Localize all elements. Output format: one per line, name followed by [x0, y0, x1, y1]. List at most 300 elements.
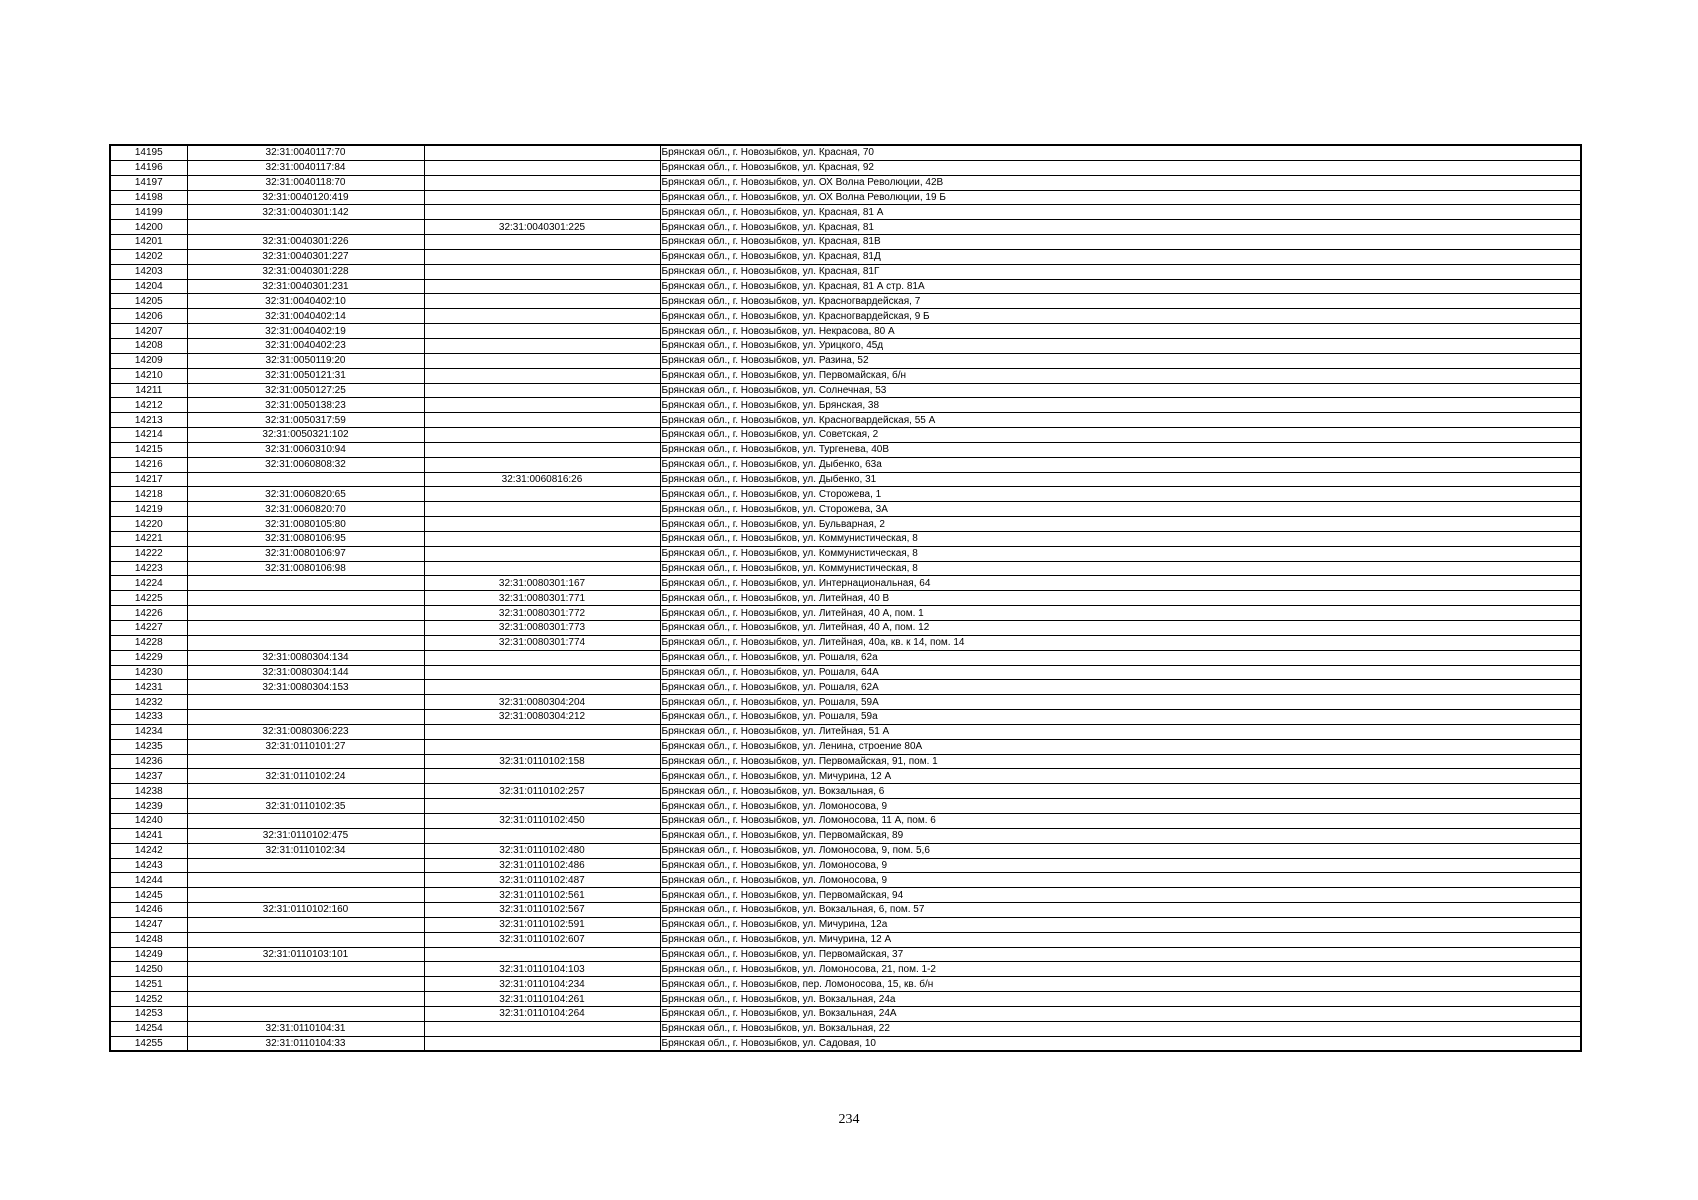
address-cell: Брянская обл., г. Новозыбков, ул. Рошаля, 59а	[660, 710, 1581, 725]
record-number-cell: 14209	[110, 353, 187, 368]
building-cadastral-number-cell: 32:31:0080301:773	[424, 621, 660, 636]
record-number-cell: 14238	[110, 784, 187, 799]
record-number-cell: 14228	[110, 635, 187, 650]
record-number-cell: 14208	[110, 338, 187, 353]
address-cell: Брянская обл., г. Новозыбков, ул. Литейная, 40 А, пом. 12	[660, 621, 1581, 636]
table-row	[110, 531, 1581, 546]
record-number-cell: 14239	[110, 799, 187, 814]
building-cadastral-number-cell	[424, 249, 660, 264]
cadastral-number-cell: 32:31:0080106:95	[187, 531, 424, 546]
record-number-cell: 14233	[110, 710, 187, 725]
table-row	[110, 264, 1581, 279]
record-number-cell: 14215	[110, 442, 187, 457]
building-cadastral-number-cell	[424, 160, 660, 175]
address-cell: Брянская обл., г. Новозыбков, ул. Рошаля, 62А	[660, 680, 1581, 695]
address-cell: Брянская обл., г. Новозыбков, ул. Садовая, 10	[660, 1036, 1581, 1051]
cadastral-number-cell	[187, 220, 424, 235]
address-cell: Брянская обл., г. Новозыбков, ул. Красная, 81В	[660, 235, 1581, 250]
cadastral-number-cell	[187, 710, 424, 725]
building-cadastral-number-cell	[424, 413, 660, 428]
building-cadastral-number-cell: 32:31:0110104:261	[424, 992, 660, 1007]
address-cell: Брянская обл., г. Новозыбков, ул. Вокзальная, 22	[660, 1021, 1581, 1036]
address-cell: Брянская обл., г. Новозыбков, ул. Мичурина, 12а	[660, 917, 1581, 932]
cadastral-number-cell: 32:31:0040301:231	[187, 279, 424, 294]
table-row	[110, 710, 1581, 725]
record-number-cell: 14229	[110, 650, 187, 665]
address-cell: Брянская обл., г. Новозыбков, ул. Красная, 81 А стр. 81А	[660, 279, 1581, 294]
table-row	[110, 1036, 1581, 1051]
table-row	[110, 680, 1581, 695]
building-cadastral-number-cell	[424, 739, 660, 754]
cadastral-number-cell	[187, 813, 424, 828]
table-row	[110, 576, 1581, 591]
record-number-cell: 14253	[110, 1006, 187, 1021]
cadastral-number-cell: 32:31:0060808:32	[187, 457, 424, 472]
table-row	[110, 754, 1581, 769]
table-row	[110, 769, 1581, 784]
address-cell: Брянская обл., г. Новозыбков, ул. Рошаля, 64А	[660, 665, 1581, 680]
cadastral-number-cell: 32:31:0110102:24	[187, 769, 424, 784]
address-cell: Брянская обл., г. Новозыбков, ул. Литейная, 40 В	[660, 591, 1581, 606]
cadastral-number-cell: 32:31:0040402:23	[187, 338, 424, 353]
cadastral-number-cell: 32:31:0110102:34	[187, 843, 424, 858]
record-number-cell: 14202	[110, 249, 187, 264]
table-row	[110, 353, 1581, 368]
record-number-cell: 14248	[110, 932, 187, 947]
record-number-cell: 14252	[110, 992, 187, 1007]
table-row	[110, 546, 1581, 561]
table-row	[110, 962, 1581, 977]
cadastral-number-cell: 32:31:0080105:80	[187, 517, 424, 532]
building-cadastral-number-cell: 32:31:0110102:561	[424, 888, 660, 903]
table-row	[110, 977, 1581, 992]
table-row	[110, 947, 1581, 962]
record-number-cell: 14244	[110, 873, 187, 888]
address-cell: Брянская обл., г. Новозыбков, ул. Литейная, 51 А	[660, 724, 1581, 739]
record-number-cell: 14211	[110, 383, 187, 398]
record-number-cell: 14207	[110, 324, 187, 339]
address-cell: Брянская обл., г. Новозыбков, ул. Красная, 81	[660, 220, 1581, 235]
address-cell: Брянская обл., г. Новозыбков, ул. Рошаля, 62а	[660, 650, 1581, 665]
record-number-cell: 14255	[110, 1036, 187, 1051]
building-cadastral-number-cell	[424, 769, 660, 784]
building-cadastral-number-cell: 32:31:0110102:607	[424, 932, 660, 947]
building-cadastral-number-cell	[424, 665, 660, 680]
building-cadastral-number-cell: 32:31:0060816:26	[424, 472, 660, 487]
cadastral-number-cell: 32:31:0080306:223	[187, 724, 424, 739]
record-number-cell: 14247	[110, 917, 187, 932]
cadastral-number-cell	[187, 784, 424, 799]
cadastral-number-cell: 32:31:0040402:10	[187, 294, 424, 309]
building-cadastral-number-cell	[424, 205, 660, 220]
table-row	[110, 487, 1581, 502]
address-cell: Брянская обл., г. Новозыбков, ул. Первомайская, 89	[660, 828, 1581, 843]
table-row	[110, 324, 1581, 339]
record-number-cell: 14249	[110, 947, 187, 962]
record-number-cell: 14200	[110, 220, 187, 235]
record-number-cell: 14217	[110, 472, 187, 487]
table-row	[110, 888, 1581, 903]
address-cell: Брянская обл., г. Новозыбков, ул. Солнечная, 53	[660, 383, 1581, 398]
table-row	[110, 517, 1581, 532]
cadastral-number-cell	[187, 1006, 424, 1021]
record-number-cell: 14227	[110, 621, 187, 636]
cadastral-number-cell: 32:31:0110103:101	[187, 947, 424, 962]
table-row	[110, 383, 1581, 398]
building-cadastral-number-cell	[424, 680, 660, 695]
table-row	[110, 368, 1581, 383]
record-number-cell: 14220	[110, 517, 187, 532]
table-row	[110, 635, 1581, 650]
record-number-cell: 14212	[110, 398, 187, 413]
building-cadastral-number-cell	[424, 517, 660, 532]
record-number-cell: 14254	[110, 1021, 187, 1036]
building-cadastral-number-cell: 32:31:0080301:167	[424, 576, 660, 591]
address-cell: Брянская обл., г. Новозыбков, ул. Ломоносова, 9	[660, 873, 1581, 888]
cadastral-number-cell: 32:31:0050121:31	[187, 368, 424, 383]
record-number-cell: 14203	[110, 264, 187, 279]
record-number-cell: 14221	[110, 531, 187, 546]
registry-table-body	[110, 145, 1581, 1051]
cadastral-number-cell: 32:31:0050119:20	[187, 353, 424, 368]
record-number-cell: 14246	[110, 903, 187, 918]
cadastral-number-cell	[187, 977, 424, 992]
cadastral-number-cell: 32:31:0040301:142	[187, 205, 424, 220]
address-cell: Брянская обл., г. Новозыбков, ул. Разина, 52	[660, 353, 1581, 368]
building-cadastral-number-cell	[424, 828, 660, 843]
cadastral-number-cell: 32:31:0080304:134	[187, 650, 424, 665]
table-row	[110, 799, 1581, 814]
table-row	[110, 606, 1581, 621]
address-cell: Брянская обл., г. Новозыбков, ул. Красногвардейская, 7	[660, 294, 1581, 309]
record-number-cell: 14222	[110, 546, 187, 561]
cadastral-number-cell: 32:31:0110104:33	[187, 1036, 424, 1051]
cadastral-number-cell	[187, 472, 424, 487]
address-cell: Брянская обл., г. Новозыбков, ул. Красногвардейская, 9 Б	[660, 309, 1581, 324]
address-cell: Брянская обл., г. Новозыбков, ул. Литейная, 40а, кв. к 14, пом. 14	[660, 635, 1581, 650]
building-cadastral-number-cell	[424, 235, 660, 250]
record-number-cell: 14218	[110, 487, 187, 502]
building-cadastral-number-cell: 32:31:0080304:204	[424, 695, 660, 710]
table-row	[110, 235, 1581, 250]
building-cadastral-number-cell	[424, 799, 660, 814]
building-cadastral-number-cell: 32:31:0080304:212	[424, 710, 660, 725]
building-cadastral-number-cell	[424, 383, 660, 398]
record-number-cell: 14234	[110, 724, 187, 739]
record-number-cell: 14205	[110, 294, 187, 309]
cadastral-number-cell	[187, 858, 424, 873]
building-cadastral-number-cell	[424, 650, 660, 665]
address-cell: Брянская обл., г. Новозыбков, ул. Коммунистическая, 8	[660, 561, 1581, 576]
address-cell: Брянская обл., г. Новозыбков, ул. Урицкого, 45д	[660, 338, 1581, 353]
record-number-cell: 14224	[110, 576, 187, 591]
cadastral-number-cell	[187, 917, 424, 932]
cadastral-number-cell: 32:31:0050138:23	[187, 398, 424, 413]
cadastral-number-cell	[187, 635, 424, 650]
table-row	[110, 843, 1581, 858]
building-cadastral-number-cell: 32:31:0080301:772	[424, 606, 660, 621]
address-cell: Брянская обл., г. Новозыбков, ул. Ломоносова, 9, пом. 5,6	[660, 843, 1581, 858]
address-cell: Брянская обл., г. Новозыбков, ул. Ленина, строение 80А	[660, 739, 1581, 754]
address-cell: Брянская обл., г. Новозыбков, ул. Сторожева, 1	[660, 487, 1581, 502]
table-row	[110, 739, 1581, 754]
record-number-cell: 14214	[110, 428, 187, 443]
record-number-cell: 14231	[110, 680, 187, 695]
record-number-cell: 14245	[110, 888, 187, 903]
building-cadastral-number-cell: 32:31:0110102:591	[424, 917, 660, 932]
table-row	[110, 992, 1581, 1007]
address-cell: Брянская обл., г. Новозыбков, ул. Дыбенко, 63а	[660, 457, 1581, 472]
record-number-cell: 14242	[110, 843, 187, 858]
table-row	[110, 309, 1581, 324]
address-cell: Брянская обл., г. Новозыбков, ул. Ломоносова, 9	[660, 858, 1581, 873]
table-row	[110, 650, 1581, 665]
building-cadastral-number-cell	[424, 1021, 660, 1036]
building-cadastral-number-cell	[424, 398, 660, 413]
address-cell: Брянская обл., г. Новозыбков, ул. Рошаля, 59А	[660, 695, 1581, 710]
cadastral-number-cell	[187, 873, 424, 888]
record-number-cell: 14232	[110, 695, 187, 710]
address-cell: Брянская обл., г. Новозыбков, ул. Брянская, 38	[660, 398, 1581, 413]
address-cell: Брянская обл., г. Новозыбков, ул. Первомайская, б/н	[660, 368, 1581, 383]
table-row	[110, 457, 1581, 472]
address-cell: Брянская обл., г. Новозыбков, ул. Дыбенко, 31	[660, 472, 1581, 487]
building-cadastral-number-cell: 32:31:0110104:264	[424, 1006, 660, 1021]
table-row	[110, 917, 1581, 932]
record-number-cell: 14237	[110, 769, 187, 784]
table-row	[110, 145, 1581, 160]
table-row	[110, 1021, 1581, 1036]
cadastral-number-cell	[187, 992, 424, 1007]
table-row	[110, 813, 1581, 828]
building-cadastral-number-cell: 32:31:0110102:487	[424, 873, 660, 888]
address-cell: Брянская обл., г. Новозыбков, ул. Красногвардейская, 55 А	[660, 413, 1581, 428]
table-row	[110, 903, 1581, 918]
cadastral-number-cell: 32:31:0050321:102	[187, 428, 424, 443]
cadastral-number-cell	[187, 888, 424, 903]
address-cell: Брянская обл., г. Новозыбков, ул. Ломоносова, 9	[660, 799, 1581, 814]
record-number-cell: 14195	[110, 145, 187, 160]
address-cell: Брянская обл., г. Новозыбков, ул. Красная, 81 А	[660, 205, 1581, 220]
building-cadastral-number-cell: 32:31:0040301:225	[424, 220, 660, 235]
table-row	[110, 249, 1581, 264]
table-row	[110, 932, 1581, 947]
address-cell: Брянская обл., г. Новозыбков, ул. Красная, 70	[660, 145, 1581, 160]
record-number-cell: 14230	[110, 665, 187, 680]
address-cell: Брянская обл., г. Новозыбков, ул. ОХ Волна Революции, 19 Б	[660, 190, 1581, 205]
building-cadastral-number-cell	[424, 502, 660, 517]
record-number-cell: 14250	[110, 962, 187, 977]
building-cadastral-number-cell	[424, 264, 660, 279]
building-cadastral-number-cell	[424, 1036, 660, 1051]
building-cadastral-number-cell: 32:31:0110102:257	[424, 784, 660, 799]
record-number-cell: 14199	[110, 205, 187, 220]
table-row	[110, 428, 1581, 443]
record-number-cell: 14206	[110, 309, 187, 324]
table-row	[110, 873, 1581, 888]
building-cadastral-number-cell	[424, 368, 660, 383]
property-registry-table	[109, 144, 1582, 1052]
address-cell: Брянская обл., г. Новозыбков, ул. Вокзальная, 6	[660, 784, 1581, 799]
cadastral-number-cell	[187, 962, 424, 977]
cadastral-number-cell: 32:31:0040402:14	[187, 309, 424, 324]
record-number-cell: 14219	[110, 502, 187, 517]
record-number-cell: 14197	[110, 175, 187, 190]
table-row	[110, 442, 1581, 457]
building-cadastral-number-cell	[424, 309, 660, 324]
table-row	[110, 413, 1581, 428]
building-cadastral-number-cell: 32:31:0110102:567	[424, 903, 660, 918]
address-cell: Брянская обл., г. Новозыбков, ул. Ломоносова, 11 А, пом. 6	[660, 813, 1581, 828]
table-row	[110, 828, 1581, 843]
building-cadastral-number-cell	[424, 353, 660, 368]
cadastral-number-cell: 32:31:0040301:227	[187, 249, 424, 264]
address-cell: Брянская обл., г. Новозыбков, ул. Мичурина, 12 А	[660, 932, 1581, 947]
cadastral-number-cell: 32:31:0040301:228	[187, 264, 424, 279]
cadastral-number-cell: 32:31:0040301:226	[187, 235, 424, 250]
cadastral-number-cell: 32:31:0060310:94	[187, 442, 424, 457]
cadastral-number-cell: 32:31:0110102:160	[187, 903, 424, 918]
cadastral-number-cell: 32:31:0060820:70	[187, 502, 424, 517]
record-number-cell: 14236	[110, 754, 187, 769]
building-cadastral-number-cell: 32:31:0110102:480	[424, 843, 660, 858]
building-cadastral-number-cell	[424, 175, 660, 190]
building-cadastral-number-cell: 32:31:0080301:774	[424, 635, 660, 650]
page-number: 234	[838, 1112, 860, 1127]
table-row	[110, 175, 1581, 190]
record-number-cell: 14241	[110, 828, 187, 843]
address-cell: Брянская обл., г. Новозыбков, ул. ОХ Волна Революции, 42В	[660, 175, 1581, 190]
address-cell: Брянская обл., г. Новозыбков, ул. Интернациональная, 64	[660, 576, 1581, 591]
building-cadastral-number-cell	[424, 324, 660, 339]
table-row	[110, 724, 1581, 739]
table-row	[110, 621, 1581, 636]
building-cadastral-number-cell	[424, 947, 660, 962]
cadastral-number-cell: 32:31:0080106:98	[187, 561, 424, 576]
table-row	[110, 858, 1581, 873]
address-cell: Брянская обл., г. Новозыбков, ул. Мичурина, 12 А	[660, 769, 1581, 784]
cadastral-number-cell: 32:31:0040117:84	[187, 160, 424, 175]
address-cell: Брянская обл., г. Новозыбков, ул. Первомайская, 91, пом. 1	[660, 754, 1581, 769]
table-row	[110, 784, 1581, 799]
cadastral-number-cell: 32:31:0040118:70	[187, 175, 424, 190]
building-cadastral-number-cell	[424, 294, 660, 309]
address-cell: Брянская обл., г. Новозыбков, ул. Вокзальная, 24А	[660, 1006, 1581, 1021]
address-cell: Брянская обл., г. Новозыбков, ул. Красная, 92	[660, 160, 1581, 175]
table-row	[110, 294, 1581, 309]
table-row	[110, 695, 1581, 710]
record-number-cell: 14226	[110, 606, 187, 621]
cadastral-number-cell: 32:31:0040402:19	[187, 324, 424, 339]
building-cadastral-number-cell	[424, 561, 660, 576]
table-row	[110, 398, 1581, 413]
table-row	[110, 472, 1581, 487]
record-number-cell: 14196	[110, 160, 187, 175]
record-number-cell: 14251	[110, 977, 187, 992]
table-row	[110, 220, 1581, 235]
address-cell: Брянская обл., г. Новозыбков, ул. Сторожева, 3А	[660, 502, 1581, 517]
address-cell: Брянская обл., г. Новозыбков, ул. Тургенева, 40В	[660, 442, 1581, 457]
table-row	[110, 338, 1581, 353]
address-cell: Брянская обл., г. Новозыбков, ул. Некрасова, 80 А	[660, 324, 1581, 339]
table-row	[110, 665, 1581, 680]
cadastral-number-cell: 32:31:0080106:97	[187, 546, 424, 561]
table-row	[110, 279, 1581, 294]
cadastral-number-cell: 32:31:0110101:27	[187, 739, 424, 754]
building-cadastral-number-cell	[424, 442, 660, 457]
record-number-cell: 14240	[110, 813, 187, 828]
cadastral-number-cell	[187, 606, 424, 621]
table-row	[110, 205, 1581, 220]
address-cell: Брянская обл., г. Новозыбков, ул. Вокзальная, 24а	[660, 992, 1581, 1007]
record-number-cell: 14243	[110, 858, 187, 873]
table-row	[110, 591, 1581, 606]
address-cell: Брянская обл., г. Новозыбков, пер. Ломоносова, 15, кв. б/н	[660, 977, 1581, 992]
building-cadastral-number-cell: 32:31:0110104:103	[424, 962, 660, 977]
record-number-cell: 14198	[110, 190, 187, 205]
building-cadastral-number-cell: 32:31:0110104:234	[424, 977, 660, 992]
cadastral-number-cell	[187, 695, 424, 710]
address-cell: Брянская обл., г. Новозыбков, ул. Бульварная, 2	[660, 517, 1581, 532]
building-cadastral-number-cell	[424, 724, 660, 739]
cadastral-number-cell	[187, 754, 424, 769]
building-cadastral-number-cell	[424, 531, 660, 546]
record-number-cell: 14235	[110, 739, 187, 754]
address-cell: Брянская обл., г. Новозыбков, ул. Коммунистическая, 8	[660, 546, 1581, 561]
building-cadastral-number-cell	[424, 338, 660, 353]
building-cadastral-number-cell: 32:31:0110102:450	[424, 813, 660, 828]
record-number-cell: 14201	[110, 235, 187, 250]
record-number-cell: 14204	[110, 279, 187, 294]
record-number-cell: 14213	[110, 413, 187, 428]
building-cadastral-number-cell: 32:31:0110102:486	[424, 858, 660, 873]
record-number-cell: 14210	[110, 368, 187, 383]
address-cell: Брянская обл., г. Новозыбков, ул. Первомайская, 94	[660, 888, 1581, 903]
record-number-cell: 14223	[110, 561, 187, 576]
record-number-cell: 14216	[110, 457, 187, 472]
address-cell: Брянская обл., г. Новозыбков, ул. Советская, 2	[660, 428, 1581, 443]
address-cell: Брянская обл., г. Новозыбков, ул. Ломоносова, 21, пом. 1-2	[660, 962, 1581, 977]
cadastral-number-cell: 32:31:0050127:25	[187, 383, 424, 398]
building-cadastral-number-cell	[424, 457, 660, 472]
building-cadastral-number-cell: 32:31:0110102:158	[424, 754, 660, 769]
cadastral-number-cell: 32:31:0110104:31	[187, 1021, 424, 1036]
building-cadastral-number-cell	[424, 487, 660, 502]
address-cell: Брянская обл., г. Новозыбков, ул. Литейная, 40 А, пом. 1	[660, 606, 1581, 621]
building-cadastral-number-cell	[424, 145, 660, 160]
cadastral-number-cell: 32:31:0110102:475	[187, 828, 424, 843]
address-cell: Брянская обл., г. Новозыбков, ул. Красная, 81Д	[660, 249, 1581, 264]
cadastral-number-cell: 32:31:0040120:419	[187, 190, 424, 205]
address-cell: Брянская обл., г. Новозыбков, ул. Красная, 81Г	[660, 264, 1581, 279]
record-number-cell: 14225	[110, 591, 187, 606]
cadastral-number-cell	[187, 621, 424, 636]
cadastral-number-cell: 32:31:0080304:144	[187, 665, 424, 680]
cadastral-number-cell	[187, 932, 424, 947]
cadastral-number-cell: 32:31:0050317:59	[187, 413, 424, 428]
address-cell: Брянская обл., г. Новозыбков, ул. Коммунистическая, 8	[660, 531, 1581, 546]
cadastral-number-cell: 32:31:0040117:70	[187, 145, 424, 160]
building-cadastral-number-cell	[424, 546, 660, 561]
cadastral-number-cell: 32:31:0080304:153	[187, 680, 424, 695]
cadastral-number-cell	[187, 576, 424, 591]
cadastral-number-cell	[187, 591, 424, 606]
cadastral-number-cell: 32:31:0060820:65	[187, 487, 424, 502]
address-cell: Брянская обл., г. Новозыбков, ул. Вокзальная, 6, пом. 57	[660, 903, 1581, 918]
table-row	[110, 1006, 1581, 1021]
table-row	[110, 502, 1581, 517]
table-row	[110, 190, 1581, 205]
